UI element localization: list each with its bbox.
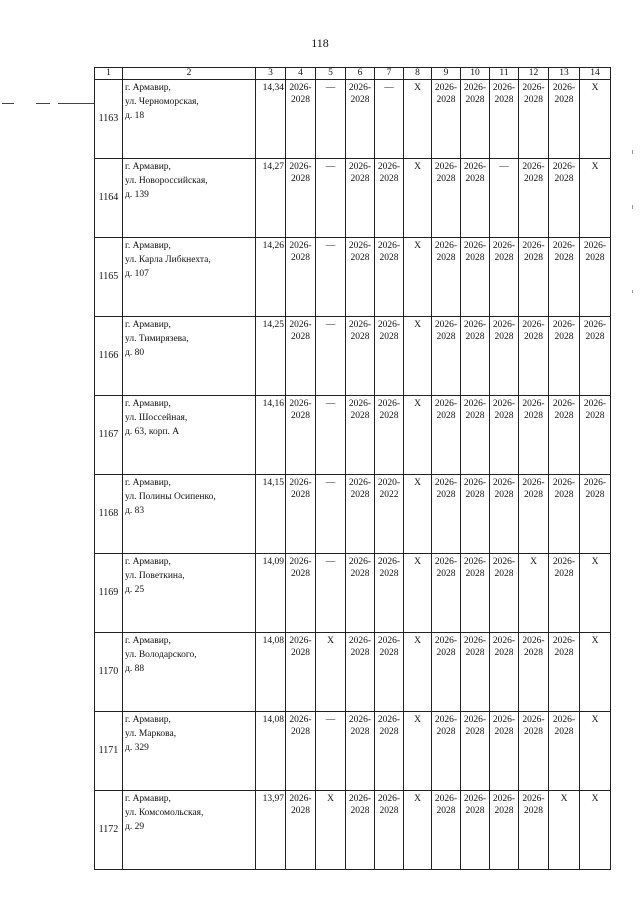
column-header: 9 — [432, 68, 461, 80]
table-row — [95, 80, 611, 159]
area-cell: 14,27 — [256, 159, 286, 238]
row-number: 1169 — [95, 554, 123, 633]
period-cell: 2026- 2028 — [286, 712, 316, 791]
table-row — [95, 159, 611, 238]
period-cell: 2026- 2028 — [549, 317, 580, 396]
period-cell: — — [316, 238, 346, 317]
header-row — [95, 68, 611, 80]
address-line: г. Армавир, — [125, 478, 171, 488]
address-cell — [123, 80, 256, 159]
area-cell: 14,34 — [256, 80, 286, 159]
period-cell: 2026- 2028 — [490, 317, 519, 396]
column-header: 4 — [286, 68, 316, 80]
period-cell: X — [316, 633, 346, 712]
area-cell: 14,08 — [256, 633, 286, 712]
address-line: г. Армавир, — [125, 320, 171, 330]
period-cell: 2026- 2028 — [490, 554, 519, 633]
period-cell: 2026- 2028 — [519, 159, 549, 238]
period-cell: X — [404, 159, 432, 238]
period-cell: 2026- 2028 — [286, 159, 316, 238]
period-cell: — — [375, 80, 404, 159]
period-cell: 2026- 2028 — [580, 475, 611, 554]
scan-speck — [632, 205, 633, 209]
address-cell — [123, 712, 256, 791]
period-cell: X — [580, 712, 611, 791]
period-cell: 2026- 2028 — [432, 475, 461, 554]
period-cell: — — [316, 159, 346, 238]
period-cell: 2026- 2028 — [432, 317, 461, 396]
area-cell: 14,26 — [256, 238, 286, 317]
period-cell: 2026- 2028 — [490, 396, 519, 475]
margin-mark — [58, 103, 94, 104]
area-cell: 14,25 — [256, 317, 286, 396]
period-cell: 2026- 2028 — [519, 712, 549, 791]
period-cell: 2026- 2028 — [375, 791, 404, 870]
period-cell: X — [519, 554, 549, 633]
register-table — [94, 67, 611, 870]
address-line: г. Армавир, — [125, 794, 171, 804]
area-cell: 14,16 — [256, 396, 286, 475]
period-cell: 2026- 2028 — [580, 238, 611, 317]
period-cell: X — [580, 80, 611, 159]
row-number: 1171 — [95, 712, 123, 791]
period-cell: 2026- 2028 — [432, 80, 461, 159]
period-cell: 2026- 2028 — [375, 238, 404, 317]
row-number: 1164 — [95, 159, 123, 238]
period-cell: 2026- 2028 — [375, 712, 404, 791]
address-line: д. 63, корп. А — [125, 427, 180, 437]
period-cell: 2026- 2028 — [432, 712, 461, 791]
address-line: ул. Карла Либкнехта, — [125, 255, 211, 265]
period-cell: 2026- 2028 — [286, 396, 316, 475]
address-line: ул. Полины Осипенко, — [125, 492, 216, 502]
row-number: 1163 — [95, 80, 123, 159]
period-cell: 2026- 2028 — [286, 317, 316, 396]
address-line: ул. Черноморская, — [125, 97, 199, 107]
table-row — [95, 238, 611, 317]
address-line: д. 329 — [125, 743, 149, 753]
address-line: д. 88 — [125, 664, 145, 674]
period-cell: 2026- 2028 — [375, 554, 404, 633]
period-cell: 2026- 2028 — [286, 554, 316, 633]
period-cell: 2026- 2028 — [346, 80, 375, 159]
address-line: г. Армавир, — [125, 241, 171, 251]
column-header: 3 — [256, 68, 286, 80]
address-line: ул. Тимирязева, — [125, 334, 189, 344]
address-line: г. Армавир, — [125, 399, 171, 409]
period-cell: 2026- 2028 — [286, 80, 316, 159]
period-cell: — — [316, 475, 346, 554]
period-cell: 2026- 2028 — [519, 80, 549, 159]
address-cell — [123, 633, 256, 712]
period-cell: 2026- 2028 — [549, 475, 580, 554]
period-cell: 2026- 2028 — [346, 712, 375, 791]
period-cell: 2026- 2028 — [461, 475, 490, 554]
period-cell: X — [404, 238, 432, 317]
address-cell — [123, 396, 256, 475]
column-header: 8 — [404, 68, 432, 80]
address-line: д. 25 — [125, 585, 145, 595]
period-cell: — — [316, 712, 346, 791]
period-cell: 2026- 2028 — [461, 317, 490, 396]
period-cell: — — [316, 80, 346, 159]
period-cell: 2026- 2028 — [286, 633, 316, 712]
period-cell: — — [490, 159, 519, 238]
period-cell: 2026- 2028 — [549, 396, 580, 475]
period-cell: 2026- 2028 — [432, 159, 461, 238]
period-cell: 2026- 2028 — [490, 791, 519, 870]
period-cell: 2026- 2028 — [519, 791, 549, 870]
table-row — [95, 317, 611, 396]
row-number: 1166 — [95, 317, 123, 396]
period-cell: 2026- 2028 — [461, 554, 490, 633]
period-cell: 2026- 2028 — [461, 159, 490, 238]
address-line: ул. Шоссейная, — [125, 413, 188, 423]
period-cell: 2026- 2028 — [519, 317, 549, 396]
address-line: г. Армавир, — [125, 636, 171, 646]
address-cell — [123, 475, 256, 554]
column-header: 13 — [549, 68, 580, 80]
column-header: 10 — [461, 68, 490, 80]
period-cell: — — [316, 396, 346, 475]
period-cell: — — [316, 554, 346, 633]
row-number: 1168 — [95, 475, 123, 554]
column-header: 5 — [316, 68, 346, 80]
margin-mark — [36, 103, 50, 104]
area-cell: 14,09 — [256, 554, 286, 633]
column-header: 1 — [95, 68, 123, 80]
period-cell: X — [549, 791, 580, 870]
period-cell: X — [316, 791, 346, 870]
scan-speck — [632, 150, 633, 154]
area-cell: 13,97 — [256, 791, 286, 870]
area-cell: 14,08 — [256, 712, 286, 791]
period-cell: 2026- 2028 — [346, 317, 375, 396]
table-row — [95, 396, 611, 475]
period-cell: X — [404, 633, 432, 712]
period-cell: — — [316, 317, 346, 396]
period-cell: X — [580, 159, 611, 238]
period-cell: 2026- 2028 — [490, 712, 519, 791]
address-line: д. 18 — [125, 111, 145, 121]
column-header: 6 — [346, 68, 375, 80]
period-cell: 2026- 2028 — [432, 791, 461, 870]
period-cell: 2026- 2028 — [375, 633, 404, 712]
column-header: 7 — [375, 68, 404, 80]
period-cell: 2026- 2028 — [461, 712, 490, 791]
address-line: г. Армавир, — [125, 557, 171, 567]
scan-speck — [632, 290, 633, 293]
period-cell: X — [404, 317, 432, 396]
period-cell: 2026- 2028 — [490, 238, 519, 317]
period-cell: 2026- 2028 — [432, 238, 461, 317]
address-line: д. 80 — [125, 348, 145, 358]
period-cell: 2026- 2028 — [519, 238, 549, 317]
period-cell: X — [580, 633, 611, 712]
period-cell: 2026- 2028 — [375, 317, 404, 396]
period-cell: 2026- 2028 — [375, 159, 404, 238]
period-cell: 2026- 2028 — [549, 633, 580, 712]
period-cell: X — [404, 712, 432, 791]
address-line: ул. Комсомольская, — [125, 808, 204, 818]
period-cell: X — [580, 791, 611, 870]
period-cell: 2026- 2028 — [375, 396, 404, 475]
row-number: 1167 — [95, 396, 123, 475]
period-cell: 2026- 2028 — [432, 396, 461, 475]
period-cell: 2026- 2028 — [519, 475, 549, 554]
table-row — [95, 791, 611, 870]
address-line: д. 107 — [125, 269, 149, 279]
period-cell: 2026- 2028 — [490, 475, 519, 554]
address-line: г. Армавир, — [125, 83, 171, 93]
period-cell: X — [404, 80, 432, 159]
period-cell: 2026- 2028 — [432, 633, 461, 712]
period-cell: 2026- 2028 — [549, 159, 580, 238]
address-line: г. Армавир, — [125, 162, 171, 172]
period-cell: 2026- 2028 — [461, 791, 490, 870]
period-cell: X — [404, 396, 432, 475]
period-cell: 2026- 2028 — [490, 80, 519, 159]
period-cell: X — [404, 791, 432, 870]
period-cell: 2026- 2028 — [461, 80, 490, 159]
period-cell: 2026- 2028 — [549, 554, 580, 633]
period-cell: 2026- 2028 — [519, 633, 549, 712]
address-cell — [123, 159, 256, 238]
period-cell: 2026- 2028 — [461, 633, 490, 712]
table-body — [95, 80, 611, 870]
period-cell: 2026- 2028 — [286, 238, 316, 317]
page-number: 118 — [311, 36, 329, 50]
period-cell: 2026- 2028 — [346, 554, 375, 633]
column-header: 12 — [519, 68, 549, 80]
period-cell: 2026- 2028 — [461, 396, 490, 475]
period-cell: X — [580, 554, 611, 633]
address-cell — [123, 317, 256, 396]
period-cell: 2026- 2028 — [549, 80, 580, 159]
table-row — [95, 712, 611, 791]
period-cell: 2026- 2028 — [286, 791, 316, 870]
address-line: д. 139 — [125, 190, 149, 200]
address-cell — [123, 791, 256, 870]
period-cell: 2026- 2028 — [549, 238, 580, 317]
address-line: д. 29 — [125, 822, 145, 832]
address-line: ул. Поветкина, — [125, 571, 185, 581]
period-cell: 2026- 2028 — [580, 396, 611, 475]
period-cell: X — [404, 475, 432, 554]
address-line: д. 83 — [125, 506, 145, 516]
period-cell: 2026- 2028 — [346, 633, 375, 712]
period-cell: 2026- 2028 — [346, 475, 375, 554]
table-row — [95, 633, 611, 712]
address-line: ул. Маркова, — [125, 729, 177, 739]
column-header: 14 — [580, 68, 611, 80]
address-cell — [123, 238, 256, 317]
table-row — [95, 475, 611, 554]
period-cell: 2026- 2028 — [461, 238, 490, 317]
period-cell: 2026- 2028 — [346, 159, 375, 238]
period-cell: 2026- 2028 — [286, 475, 316, 554]
address-cell — [123, 554, 256, 633]
address-line: ул. Новороссийская, — [125, 176, 208, 186]
row-number: 1170 — [95, 633, 123, 712]
period-cell: X — [404, 554, 432, 633]
row-number: 1165 — [95, 238, 123, 317]
address-line: ул. Володарского, — [125, 650, 197, 660]
area-cell: 14,15 — [256, 475, 286, 554]
row-number: 1172 — [95, 791, 123, 870]
period-cell: 2026- 2028 — [519, 396, 549, 475]
period-cell: 2026- 2028 — [346, 238, 375, 317]
period-cell: 2026- 2028 — [346, 396, 375, 475]
address-line: г. Армавир, — [125, 715, 171, 725]
margin-mark — [2, 103, 14, 104]
period-cell: 2020- 2022 — [375, 475, 404, 554]
period-cell: 2026- 2028 — [549, 712, 580, 791]
period-cell: 2026- 2028 — [346, 791, 375, 870]
column-header: 11 — [490, 68, 519, 80]
column-header: 2 — [123, 68, 256, 80]
period-cell: 2026- 2028 — [432, 554, 461, 633]
period-cell: 2026- 2028 — [580, 317, 611, 396]
table-row — [95, 554, 611, 633]
period-cell: 2026- 2028 — [490, 633, 519, 712]
